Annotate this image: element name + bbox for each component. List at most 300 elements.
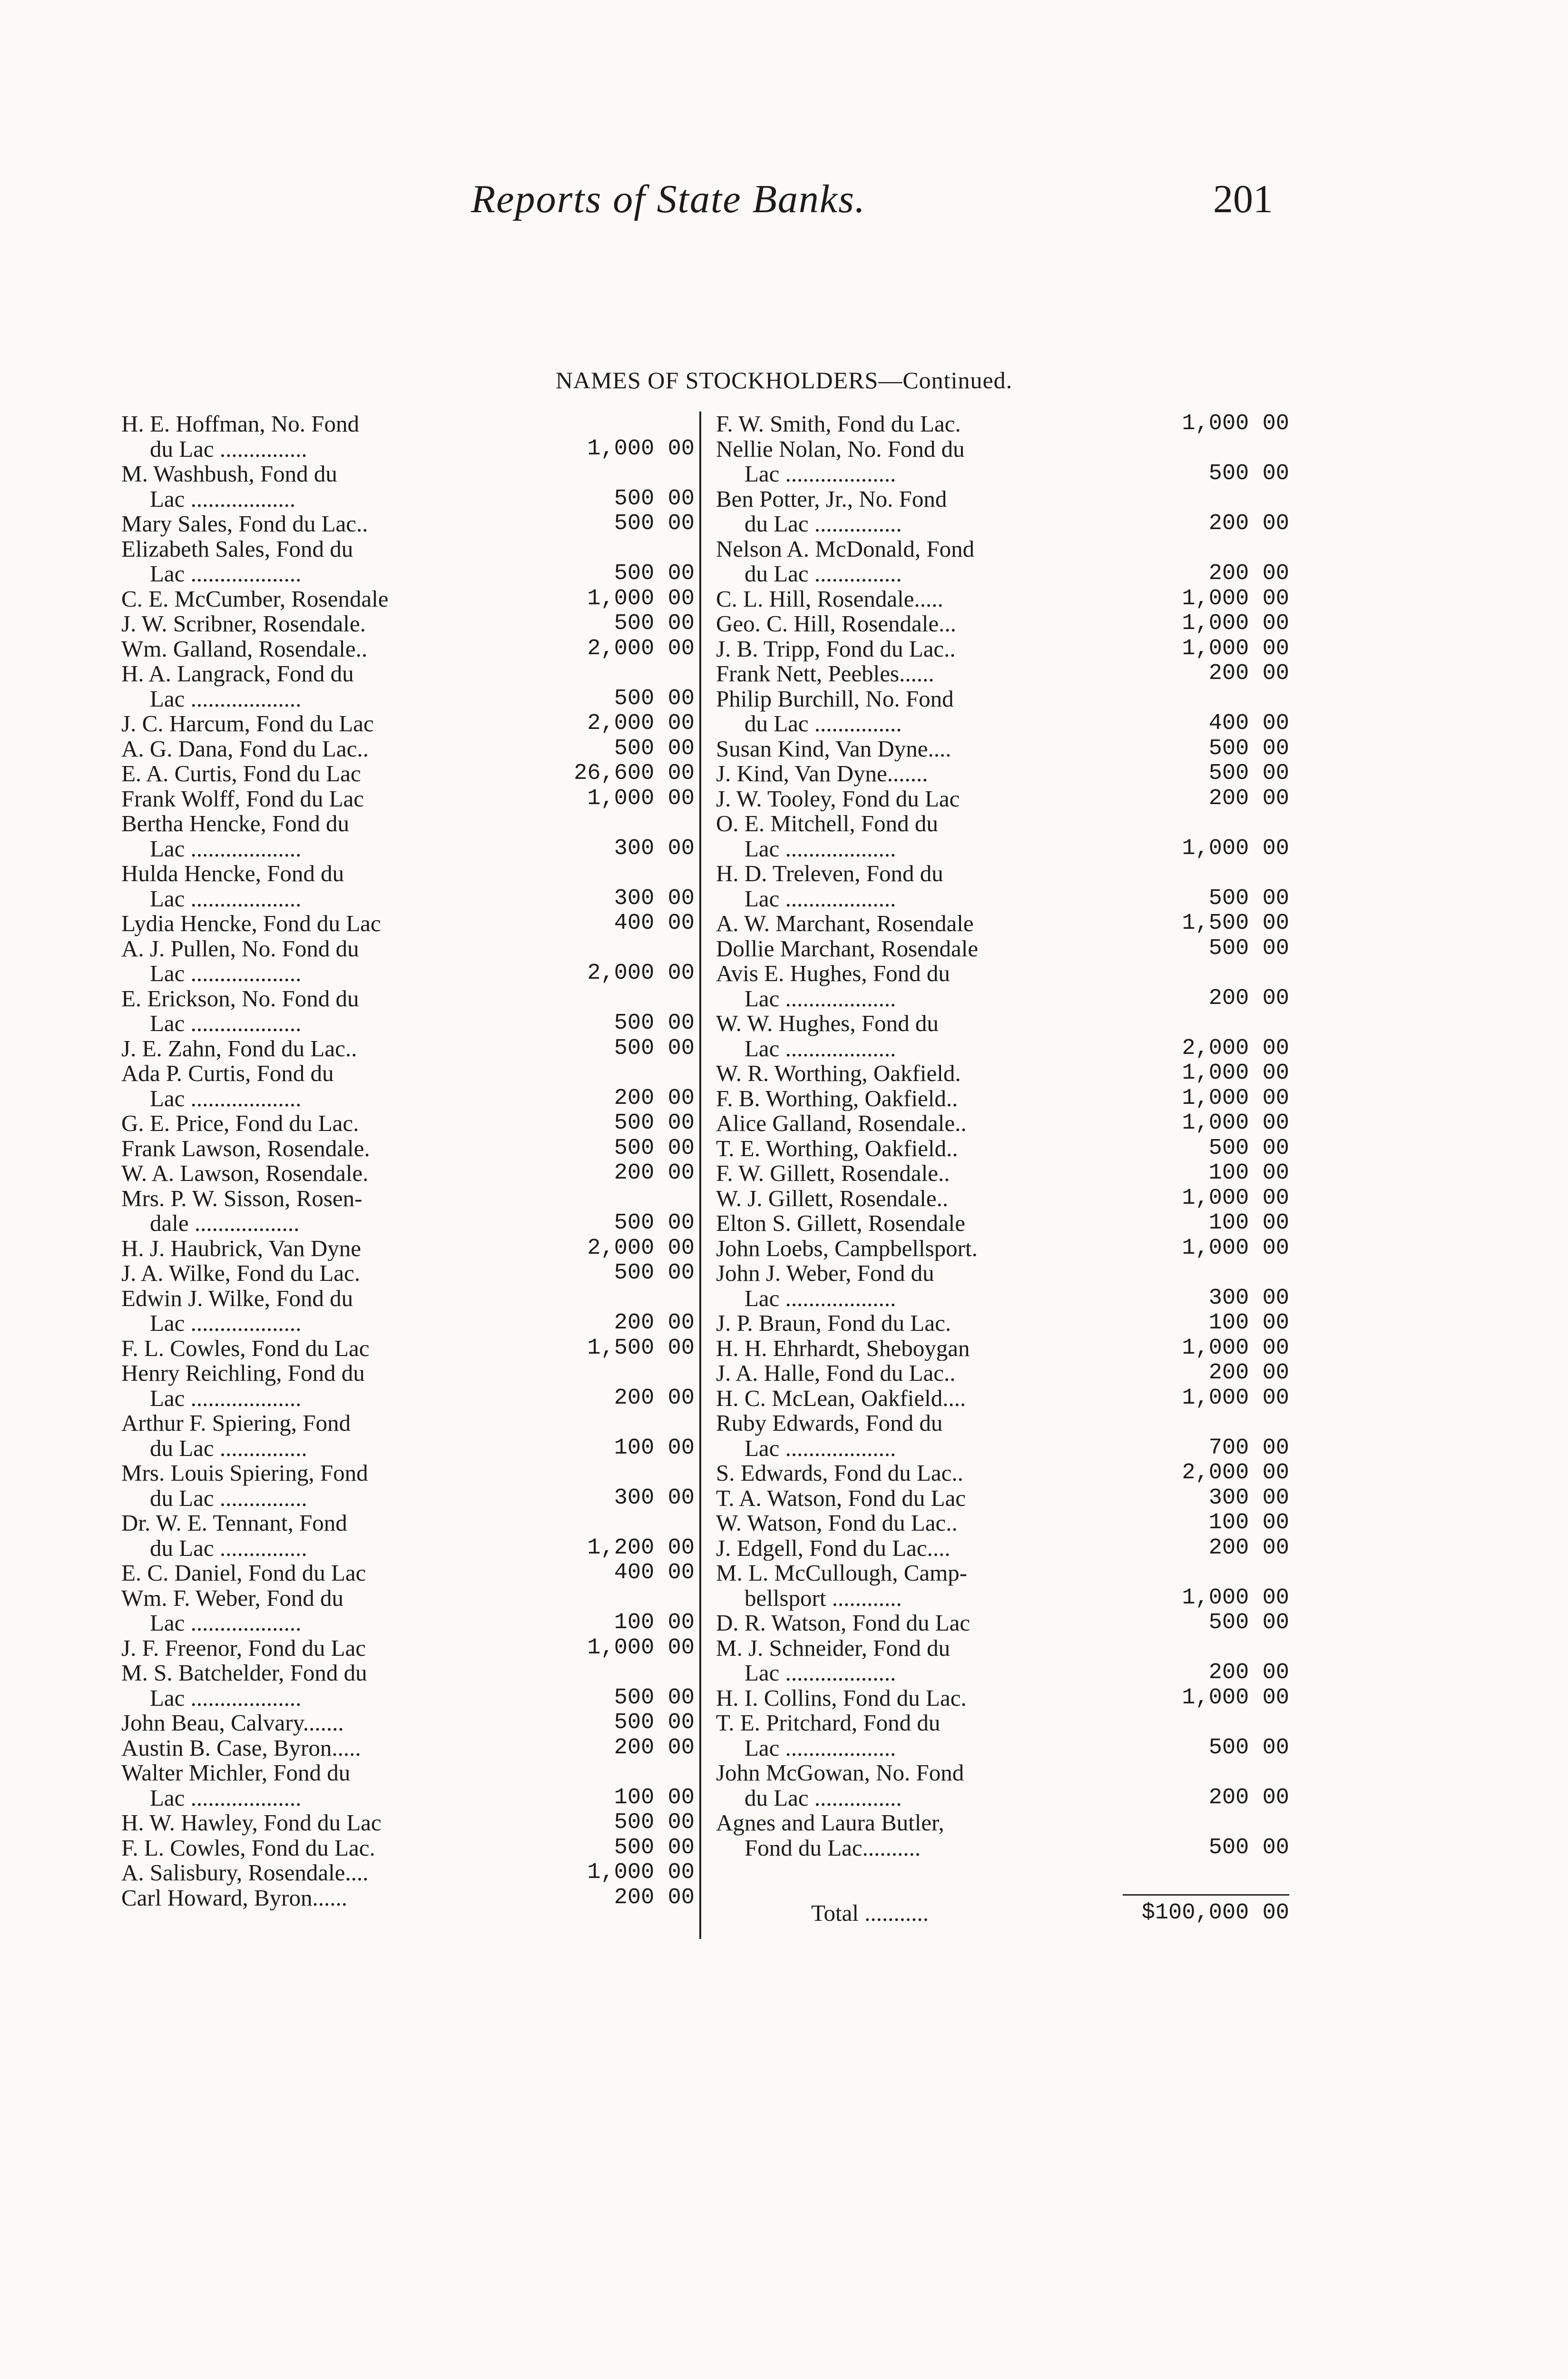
- stockholder-name-continuation: Lac ...................: [150, 1684, 302, 1711]
- stockholder-name: [121, 861, 571, 911]
- stockholder-entry: [121, 1561, 695, 1586]
- stockholder-name-continuation: Lac ...................: [150, 1784, 302, 1810]
- stockholder-entry: [121, 786, 695, 812]
- stockholder-name-continuation: Lac ...................: [150, 960, 302, 986]
- stockholder-entry: [121, 1361, 695, 1411]
- stockholder-name-continuation: Lac ...................: [745, 1660, 896, 1686]
- share-amount: 500 00: [614, 1810, 695, 1835]
- share-amount: 1,000 00: [587, 436, 695, 462]
- stockholder-name-line: A. J. Pullen, No. Fond du: [121, 936, 359, 962]
- stockholder-name-continuation: Lac ...................: [150, 1610, 302, 1636]
- share-amount: 200 00: [1208, 985, 1289, 1011]
- share-amount: 200 00: [1208, 1360, 1289, 1386]
- stockholder-name: [716, 1486, 1166, 1511]
- stockholder-entry: [716, 1561, 1289, 1611]
- stockholder-name-line: Alice Galland, Rosendale..: [716, 1111, 967, 1136]
- stockholder-entry: [121, 1286, 695, 1336]
- stockholder-name: [121, 1286, 571, 1336]
- stockholder-entry: [121, 1886, 695, 1911]
- stockholder-entry: [121, 761, 695, 786]
- stockholder-entry: [716, 1760, 1289, 1810]
- stockholder-name: [121, 637, 571, 662]
- stockholder-entry: [121, 1736, 695, 1761]
- share-amount: 200 00: [614, 1385, 695, 1411]
- stockholder-name-line: Austin B. Case, Byron.....: [121, 1735, 361, 1760]
- stockholder-name: [716, 961, 1166, 1011]
- stockholder-name-line: Wm. F. Weber, Fond du: [121, 1585, 343, 1611]
- stockholder-name-line: Dollie Marchant, Rosendale: [716, 936, 979, 961]
- share-amount: 500 00: [614, 486, 695, 511]
- stockholder-name-line: Agnes and Laura Butler,: [716, 1810, 944, 1836]
- stockholder-name: [121, 587, 571, 612]
- stockholder-name: [716, 1111, 1166, 1136]
- share-amount: 200 00: [614, 1085, 695, 1111]
- stockholder-name-continuation: Lac ...................: [150, 1310, 302, 1336]
- stockholder-entry: [121, 1336, 695, 1361]
- stockholder-name-line: Avis E. Hughes, Fond du: [716, 961, 950, 986]
- stockholder-entry: [121, 1111, 695, 1136]
- stockholder-entry: [121, 1186, 695, 1236]
- stockholder-name-continuation: Lac ...................: [150, 885, 302, 911]
- share-amount: 1,000 00: [1182, 1385, 1289, 1411]
- stockholder-entry: [716, 1486, 1289, 1511]
- stockholder-name: [121, 786, 571, 812]
- share-amount: 300 00: [614, 885, 695, 911]
- stockholder-name-line: Ada P. Curtis, Fond du: [121, 1061, 334, 1086]
- stockholder-entry: [716, 1136, 1289, 1161]
- share-amount: 1,000 00: [1182, 611, 1289, 636]
- share-amount: 2,000 00: [587, 1235, 695, 1261]
- stockholder-entry: [121, 1036, 695, 1062]
- stockholder-name-line: H. I. Collins, Fond du Lac.: [716, 1685, 967, 1711]
- stockholder-name-line: H. C. McLean, Oakfield....: [716, 1386, 966, 1411]
- stockholder-name: [121, 1061, 571, 1111]
- running-head: [0, 176, 1568, 233]
- stockholder-name: [121, 986, 571, 1036]
- share-amount: 1,000 00: [1182, 1111, 1289, 1136]
- stockholder-name: [716, 1311, 1166, 1336]
- stockholder-entry: [716, 1086, 1289, 1111]
- stockholder-name: [121, 462, 571, 511]
- share-amount: 200 00: [1208, 1785, 1289, 1810]
- share-amount: 200 00: [1208, 511, 1289, 536]
- stockholder-name: [716, 1261, 1166, 1311]
- stockholder-name-line: J. B. Tripp, Fond du Lac..: [716, 636, 956, 661]
- stockholder-name-line: T. E. Worthing, Oakfield..: [716, 1136, 958, 1161]
- stockholder-entry: [716, 1236, 1289, 1261]
- share-amount: 1,000 00: [587, 786, 695, 811]
- share-amount: 500 00: [614, 1011, 695, 1036]
- stockholder-name-continuation: du Lac ...............: [745, 511, 902, 537]
- stockholder-name: [121, 737, 571, 762]
- stockholder-name-line: W. J. Gillett, Rosendale..: [716, 1186, 949, 1211]
- stockholder-name-line: Nellie Nolan, No. Fond du: [716, 436, 965, 462]
- stockholder-name: [121, 1161, 571, 1186]
- stockholder-name-line: Mrs. P. W. Sisson, Rosen-: [121, 1186, 363, 1211]
- total-label: Total ...........: [811, 1900, 929, 1926]
- share-amount: 500 00: [614, 561, 695, 586]
- stockholder-name-line: W. W. Hughes, Fond du: [716, 1011, 939, 1036]
- stockholder-entry: [121, 1760, 695, 1810]
- stockholder-name-line: John Beau, Calvary.......: [121, 1711, 344, 1736]
- stockholder-entry: [121, 1661, 695, 1711]
- share-amount: 200 00: [1208, 661, 1289, 686]
- stockholder-name: [121, 1736, 571, 1761]
- share-amount: 500 00: [614, 1835, 695, 1860]
- stockholder-entry: [121, 711, 695, 737]
- stockholder-entry: [716, 437, 1289, 487]
- stockholder-name-line: G. E. Price, Fond du Lac.: [121, 1111, 359, 1136]
- share-amount: 1,000 00: [587, 586, 695, 611]
- stockholder-name-line: Carl Howard, Byron......: [121, 1885, 347, 1910]
- stockholder-entry: [121, 537, 695, 587]
- stockholder-entry: [716, 1411, 1289, 1461]
- stockholder-name: [716, 637, 1166, 662]
- stockholder-name: [716, 1236, 1166, 1261]
- stockholder-name-line: H. A. Langrack, Fond du: [121, 661, 354, 687]
- stockholder-name-line: J. Kind, Van Dyne.......: [716, 761, 928, 786]
- stockholder-name-line: Mary Sales, Fond du Lac..: [121, 511, 368, 537]
- stockholder-entry: [716, 1711, 1289, 1760]
- stockholder-name-line: C. L. Hill, Rosendale.....: [716, 586, 943, 611]
- stockholder-name-line: E. C. Daniel, Fond du Lac: [121, 1561, 366, 1586]
- stockholder-name-line: A. Salisbury, Rosendale....: [121, 1860, 369, 1886]
- share-amount: 1,000 00: [1182, 1185, 1289, 1211]
- stockholder-name-continuation: bellsport ............: [745, 1584, 902, 1611]
- stockholder-entry: [121, 1461, 695, 1511]
- stockholder-name-line: J. E. Zahn, Fond du Lac..: [121, 1036, 357, 1061]
- share-amount: 26,600 00: [574, 761, 695, 786]
- stockholder-name: [121, 611, 571, 637]
- stockholder-name-continuation: Lac ...................: [745, 1435, 896, 1461]
- stockholder-name-line: O. E. Mitchell, Fond du: [716, 811, 938, 836]
- stockholder-name-line: Bertha Hencke, Fond du: [121, 811, 349, 836]
- stockholder-name-continuation: Lac ...................: [745, 1285, 896, 1311]
- stockholder-name-line: Wm. Galland, Rosendale..: [121, 636, 368, 661]
- stockholder-entry: [716, 1311, 1289, 1336]
- stockholder-entry: [716, 786, 1289, 812]
- stockholder-name: [716, 1361, 1166, 1386]
- total-amount: $100,000 00: [1141, 1900, 1289, 1926]
- stockholder-entry: [121, 412, 695, 462]
- stockholder-name-line: Elizabeth Sales, Fond du: [121, 536, 353, 562]
- share-amount: 1,000 00: [1182, 1061, 1289, 1086]
- stockholder-name: [716, 1760, 1166, 1810]
- stockholder-name-continuation: du Lac ...............: [150, 1534, 307, 1561]
- stockholder-name-line: John McGowan, No. Fond: [716, 1760, 964, 1786]
- stockholder-name-continuation: du Lac ...............: [150, 1484, 307, 1511]
- stockholder-entry: [121, 986, 695, 1036]
- stockholder-entry: [121, 511, 695, 537]
- stockholder-name-line: J. Edgell, Fond du Lac....: [716, 1535, 951, 1561]
- stockholder-name: [716, 1061, 1166, 1086]
- total-row: [716, 1901, 1289, 1926]
- stockholder-name: [121, 511, 571, 537]
- share-amount: 500 00: [1208, 935, 1289, 961]
- share-amount: 1,000 00: [1182, 586, 1289, 611]
- stockholder-name: [716, 811, 1166, 861]
- share-amount: 1,000 00: [1182, 1235, 1289, 1261]
- share-amount: 200 00: [1208, 1535, 1289, 1561]
- stockholder-name-line: Mrs. Louis Spiering, Fond: [121, 1461, 368, 1486]
- stockholder-name: [121, 911, 571, 936]
- stockholder-name-line: W. Watson, Fond du Lac..: [716, 1511, 958, 1536]
- stockholder-name: [716, 786, 1166, 812]
- share-amount: 500 00: [1208, 885, 1289, 911]
- share-amount: 200 00: [614, 1310, 695, 1336]
- share-amount: 1,200 00: [587, 1535, 695, 1561]
- stockholder-name: [716, 1711, 1166, 1760]
- stockholder-name: [716, 1536, 1166, 1561]
- stockholder-name: [121, 412, 571, 462]
- stockholder-name-line: Edwin J. Wilke, Fond du: [121, 1286, 353, 1311]
- share-amount: 200 00: [1208, 786, 1289, 811]
- stockholder-entry: [716, 1361, 1289, 1386]
- stockholder-entry: [716, 1536, 1289, 1561]
- stockholder-name-line: T. A. Watson, Fond du Lac: [716, 1485, 966, 1511]
- stockholder-name-line: Arthur F. Spiering, Fond: [121, 1411, 351, 1436]
- stockholder-name: [716, 1611, 1166, 1636]
- stockholder-name-continuation: Lac ...................: [745, 1035, 896, 1061]
- share-amount: 2,000 00: [1182, 1035, 1289, 1061]
- share-amount: 100 00: [1208, 1510, 1289, 1535]
- share-amount: 300 00: [1208, 1485, 1289, 1511]
- stockholder-name-continuation: dale ..................: [150, 1210, 300, 1236]
- stockholder-name-line: Nelson A. McDonald, Fond: [716, 536, 975, 562]
- share-amount: 200 00: [1208, 1660, 1289, 1685]
- stockholder-name: [121, 1236, 571, 1261]
- share-amount: 500 00: [614, 1210, 695, 1236]
- stockholder-entry: [121, 1636, 695, 1661]
- share-amount: 2,000 00: [587, 636, 695, 661]
- stockholder-name: [121, 711, 571, 737]
- stockholder-entry: [716, 737, 1289, 762]
- stockholder-entry: [121, 811, 695, 861]
- stockholder-name-line: John J. Weber, Fond du: [716, 1261, 934, 1286]
- stockholder-entry: [716, 587, 1289, 612]
- stockholder-name-line: M. Washbush, Fond du: [121, 462, 337, 487]
- stockholder-name: [121, 811, 571, 861]
- stockholder-entry: [716, 661, 1289, 687]
- stockholder-name-continuation: Lac ...................: [150, 560, 302, 587]
- section-heading: NAMES OF STOCKHOLDERS—Continued.: [555, 367, 1013, 393]
- stockholder-entry: [716, 961, 1289, 1011]
- stockholder-name: [121, 1661, 571, 1711]
- stockholder-name-line: H. E. Hoffman, No. Fond: [121, 412, 359, 437]
- stockholder-name-line: M. J. Schneider, Fond du: [716, 1635, 951, 1661]
- stockholder-name: [716, 1511, 1166, 1536]
- stockholder-name: [716, 1011, 1166, 1061]
- stockholder-name-continuation: Lac ...................: [150, 1010, 302, 1036]
- stockholder-name-continuation: Lac ...................: [745, 461, 896, 487]
- stockholder-entry: [121, 637, 695, 662]
- stockholder-name: [121, 936, 571, 986]
- stockholder-name: [121, 1036, 571, 1062]
- stockholder-name: [121, 1860, 571, 1886]
- stockholder-name: [716, 1810, 1166, 1860]
- stockholder-entry: [121, 1836, 695, 1861]
- stockholder-name: [716, 1636, 1166, 1686]
- stockholder-name: [716, 537, 1166, 587]
- stockholder-name-line: Ruby Edwards, Fond du: [716, 1411, 943, 1436]
- share-amount: 700 00: [1208, 1435, 1289, 1461]
- stockholder-name: [716, 412, 1166, 437]
- stockholder-name-line: F. B. Worthing, Oakfield..: [716, 1086, 958, 1111]
- stockholder-name-line: John Loebs, Campbellsport.: [716, 1236, 978, 1261]
- share-amount: 500 00: [1208, 1610, 1289, 1635]
- running-title: Reports of State Banks.: [471, 177, 866, 221]
- stockholder-name: [121, 1886, 571, 1911]
- stockholder-entry: [121, 1161, 695, 1186]
- stockholder-name-line: W. R. Worthing, Oakfield.: [716, 1061, 961, 1086]
- share-amount: 400 00: [1208, 711, 1289, 736]
- share-amount: 1,000 00: [1182, 1335, 1289, 1361]
- stockholder-name-line: Frank Lawson, Rosendale.: [121, 1136, 370, 1161]
- stockholder-name: [716, 1161, 1166, 1186]
- stockholder-entry: [716, 1011, 1289, 1061]
- stockholder-name-line: F. W. Smith, Fond du Lac.: [716, 412, 961, 437]
- stockholder-name: [121, 1261, 571, 1286]
- stockholder-name-line: Dr. W. E. Tennant, Fond: [121, 1511, 347, 1536]
- stockholder-name: [121, 1461, 571, 1511]
- stockholder-entry: [121, 462, 695, 511]
- stockholder-entry: [121, 661, 695, 711]
- stockholder-entry: [121, 1136, 695, 1161]
- stockholder-name-continuation: du Lac ...............: [745, 1784, 902, 1810]
- stockholder-entry: [716, 487, 1289, 537]
- stockholder-name: [121, 1186, 571, 1236]
- stockholder-name-line: J. C. Harcum, Fond du Lac: [121, 711, 374, 737]
- stockholder-name-continuation: Lac ...................: [745, 885, 896, 911]
- stockholder-name-continuation: Lac ...................: [745, 985, 896, 1011]
- stockholder-name-line: J. P. Braun, Fond du Lac.: [716, 1311, 951, 1336]
- stockholder-name-line: J. W. Scribner, Rosendale.: [121, 611, 366, 637]
- stockholder-name: [121, 1810, 571, 1836]
- stockholder-name: [121, 1636, 571, 1661]
- stockholder-name: [716, 1136, 1166, 1161]
- stockholder-name: [716, 1411, 1166, 1461]
- share-amount: 1,000 00: [1182, 836, 1289, 861]
- stockholder-entry: [716, 637, 1289, 662]
- share-amount: 200 00: [614, 1735, 695, 1760]
- stockholder-name-line: S. Edwards, Fond du Lac..: [716, 1461, 963, 1486]
- stockholder-name-line: Frank Nett, Peebles......: [716, 661, 934, 687]
- stockholder-name: [121, 537, 571, 587]
- stockholder-name-line: Geo. C. Hill, Rosendale...: [716, 611, 956, 637]
- stockholder-name-line: Walter Michler, Fond du: [121, 1760, 351, 1786]
- share-amount: 400 00: [614, 911, 695, 936]
- stockholder-name-line: F. W. Gillett, Rosendale..: [716, 1161, 950, 1186]
- stockholder-name-line: F. L. Cowles, Fond du Lac.: [121, 1835, 375, 1860]
- stockholder-entry: [716, 1111, 1289, 1136]
- stockholder-name-line: J. F. Freenor, Fond du Lac: [121, 1635, 366, 1661]
- stockholder-name: [716, 1461, 1166, 1486]
- share-amount: 1,000 00: [1182, 1085, 1289, 1111]
- share-amount: 1,000 00: [587, 1860, 695, 1885]
- stockholder-name: [121, 1760, 571, 1810]
- share-amount: 500 00: [614, 1260, 695, 1286]
- stockholder-name-line: J. W. Tooley, Fond du Lac: [716, 786, 960, 811]
- stockholder-entry: [121, 737, 695, 762]
- stockholder-name: [716, 936, 1166, 962]
- stockholder-name: [121, 1136, 571, 1161]
- stockholder-name: [121, 1411, 571, 1461]
- stockholder-entry: [716, 1686, 1289, 1711]
- stockholder-entry: [716, 861, 1289, 911]
- stockholder-name-line: Hulda Hencke, Fond du: [121, 861, 344, 886]
- stockholder-entry: [716, 811, 1289, 861]
- stockholder-name: [716, 861, 1166, 911]
- stockholder-name: [121, 661, 571, 711]
- stockholder-entry: [716, 611, 1289, 637]
- stockholder-name-continuation: Lac ...................: [150, 685, 302, 711]
- stockholder-name: [716, 1686, 1166, 1711]
- stockholder-name-line: Elton S. Gillett, Rosendale: [716, 1211, 965, 1236]
- stockholder-name-line: H. J. Haubrick, Van Dyne: [121, 1236, 361, 1261]
- stockholder-entry: [716, 1461, 1289, 1486]
- share-amount: 500 00: [614, 611, 695, 636]
- share-amount: 2,000 00: [587, 711, 695, 736]
- share-amount: 300 00: [614, 1485, 695, 1511]
- stockholder-entry: [716, 936, 1289, 962]
- stockholder-name-line: C. E. McCumber, Rosendale: [121, 586, 389, 611]
- stockholder-name: [716, 1561, 1166, 1611]
- stockholder-name-line: T. E. Pritchard, Fond du: [716, 1711, 941, 1736]
- stockholder-entry: [716, 761, 1289, 786]
- share-amount: 200 00: [1208, 561, 1289, 586]
- stockholder-entry: [121, 1261, 695, 1286]
- share-amount: 500 00: [1208, 1835, 1289, 1860]
- right-stockholder-column: [716, 412, 1289, 1860]
- stockholder-entry: [121, 936, 695, 986]
- stockholder-name-line: J. A. Wilke, Fond du Lac.: [121, 1261, 361, 1286]
- stockholder-entry: [121, 1236, 695, 1261]
- stockholder-name-continuation: du Lac ...............: [745, 560, 902, 587]
- stockholder-name-continuation: Lac ...................: [150, 1385, 302, 1411]
- stockholder-name-line: M. S. Batchelder, Fond du: [121, 1661, 367, 1686]
- stockholder-entry: [716, 1161, 1289, 1186]
- stockholder-name: [716, 761, 1166, 786]
- share-amount: 500 00: [1208, 461, 1289, 486]
- share-amount: 500 00: [614, 736, 695, 761]
- stockholder-name: [121, 1336, 571, 1361]
- left-stockholder-column: [121, 412, 695, 1910]
- stockholder-entry: [716, 911, 1289, 936]
- stockholder-name-line: F. L. Cowles, Fond du Lac: [121, 1336, 370, 1361]
- stockholder-entry: [716, 1061, 1289, 1086]
- stockholder-name-line: Philip Burchill, No. Fond: [716, 686, 954, 712]
- stockholder-name: [716, 1386, 1166, 1411]
- stockholder-name: [121, 1561, 571, 1586]
- stockholder-name-line: M. L. McCullough, Camp-: [716, 1561, 968, 1586]
- stockholder-name-line: E. Erickson, No. Fond du: [121, 986, 359, 1012]
- share-amount: 2,000 00: [587, 961, 695, 986]
- share-amount: 500 00: [614, 1135, 695, 1161]
- stockholder-name: [716, 911, 1166, 936]
- share-amount: 500 00: [1208, 1735, 1289, 1760]
- stockholder-entry: [716, 1186, 1289, 1211]
- stockholder-entry: [716, 1211, 1289, 1236]
- share-amount: 500 00: [614, 1111, 695, 1136]
- stockholder-name: [716, 1086, 1166, 1111]
- share-amount: 100 00: [614, 1610, 695, 1635]
- stockholder-entry: [716, 1810, 1289, 1860]
- stockholder-entry: [716, 1386, 1289, 1411]
- stockholder-entry: [121, 1810, 695, 1836]
- page-number: 201: [1213, 177, 1273, 221]
- stockholder-entry: [716, 1611, 1289, 1636]
- share-amount: 300 00: [614, 836, 695, 861]
